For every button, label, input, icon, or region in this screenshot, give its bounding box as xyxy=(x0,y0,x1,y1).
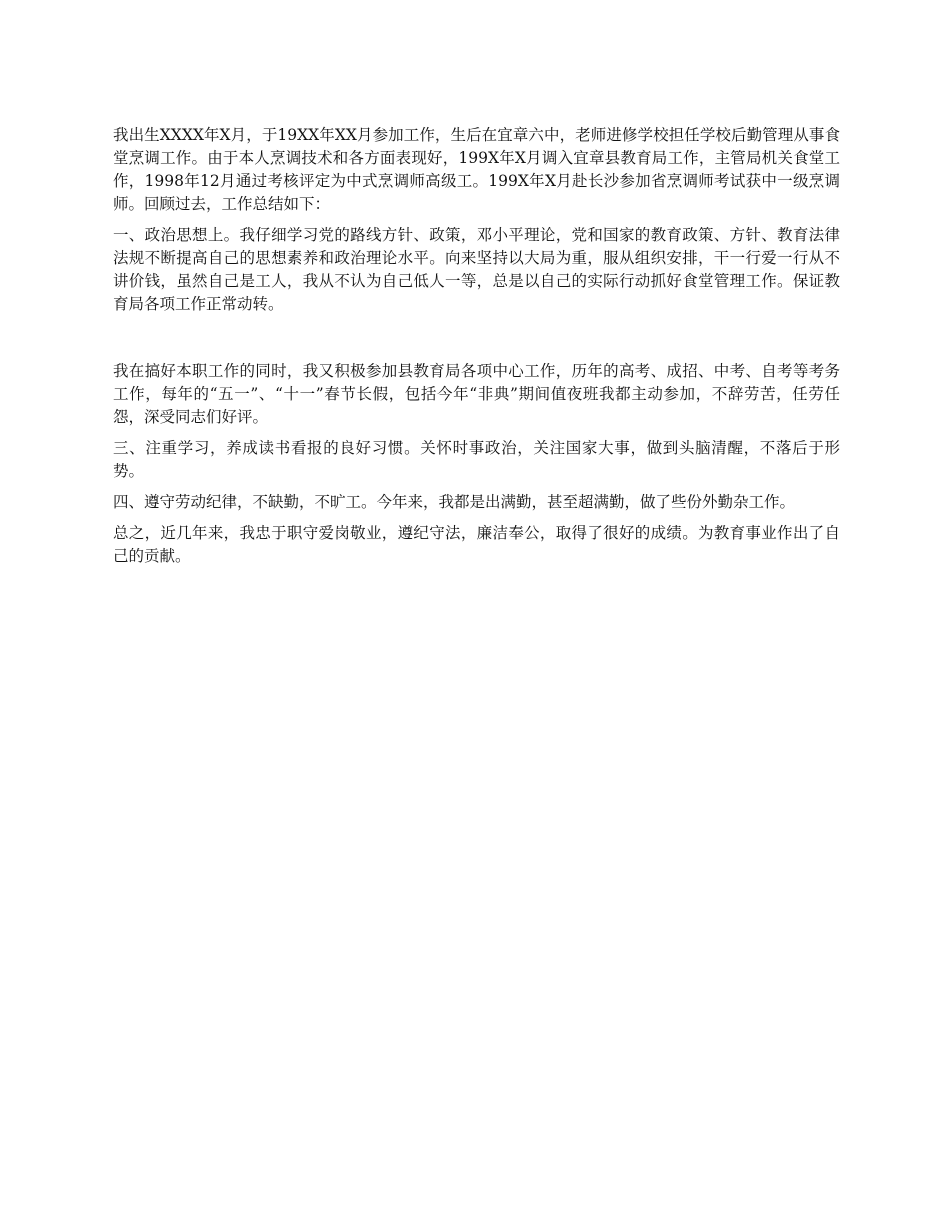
document-body xyxy=(113,124,840,576)
paragraph-spacer xyxy=(113,324,840,360)
political-thought-paragraph: 一、政治思想上。我仔细学习党的路线方针、政策，邓小平理论，党和国家的教育政策、方针、教育法律法规不断提高自己的思想素养和政治理论水平。向来坚持以大局为重，服从组织安排，干一行爱一行从不讲价钱，虽然自己是工人，我从不认为自己低人一等，总是以自己的实际行动抓好食堂管理工作。保证教育局各项工作正常动转。 xyxy=(113,226,840,313)
study-paragraph: 三、注重学习，养成读书看报的良好习惯。关怀时事政治，关注国家大事，做到头脑清醒，不落后于形势。 xyxy=(113,439,840,480)
extra-work-paragraph: 我在搞好本职工作的同时，我又积极参加县教育局各项中心工作，历年的高考、成招、中考、自考等考务工作，每年的“五一”、“十一”春节长假，包括今年“非典”期间值夜班我都主动参加，不辞劳苦，任劳任怨，深受同志们好评。 xyxy=(113,362,840,426)
conclusion-paragraph: 总之，近几年来，我忠于职守爱岗敬业，遵纪守法，廉洁奉公，取得了很好的成绩。为教育事业作出了自己的贡献。 xyxy=(113,524,840,565)
intro-paragraph: 我出生XXXX年X月，于19XX年XX月参加工作，生后在宜章六中，老师进修学校担任学校后勤管理从事食堂烹调工作。由于本人烹调技术和各方面表现好，199X年X月调入宜章县教育局工作，主管局机关食堂工作，1998年12月通过考核评定为中式烹调师高级工。199X年X月赴长沙参加省烹调师考试获中一级烹调师。回顾过去，工作总结如下： xyxy=(113,126,840,213)
discipline-paragraph: 四、遵守劳动纪律，不缺勤，不旷工。今年来，我都是出满勤，甚至超满勤，做了些份外勤杂工作。 xyxy=(113,493,796,511)
